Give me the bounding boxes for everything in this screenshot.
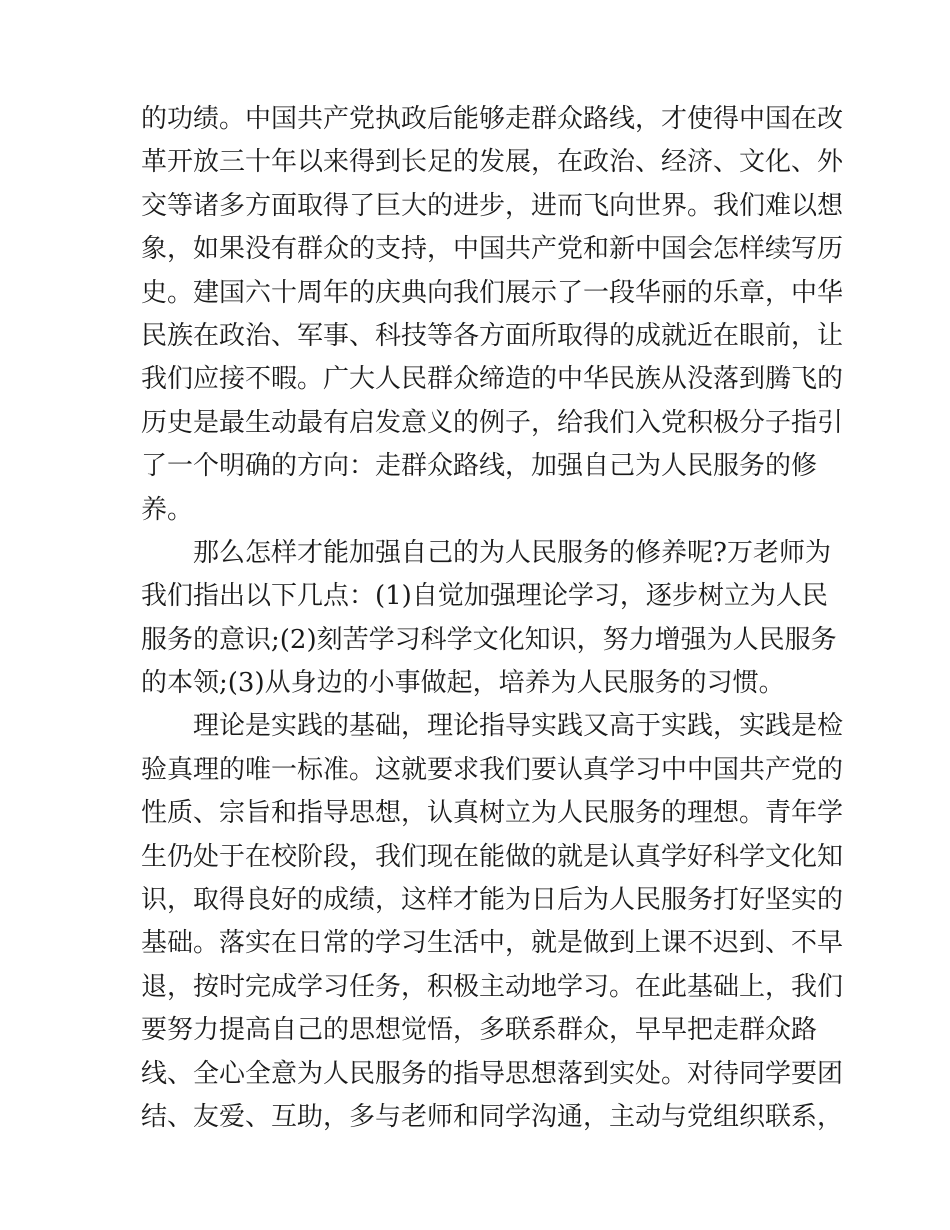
text-line: 的功绩。中国共产党执政后能够走群众路线，才使得中国在改 bbox=[141, 104, 844, 134]
text-line: 服务的意识;(2)刻苦学习科学文化知识，努力增强为人民服务 bbox=[141, 624, 837, 655]
text-line: 了一个明确的方向：走群众路线，加强自己为人民服务的修 bbox=[141, 451, 818, 482]
text-line: 交等诸多方面取得了巨大的进步，进而飞向世界。我们难以想 bbox=[141, 190, 844, 221]
text-line: 基础。落实在日常的学习生活中，就是做到上课不迟到、不早 bbox=[141, 928, 844, 959]
paragraph bbox=[141, 532, 837, 706]
text-line: 生仍处于在校阶段，我们现在能做的就是认真学好科学文化知 bbox=[141, 841, 844, 872]
text-line: 识，取得良好的成绩，这样才能为日后为人民服务打好坚实的 bbox=[141, 885, 844, 916]
text-line: 验真理的唯一标准。这就要求我们要认真学习中中国共产党的 bbox=[141, 754, 844, 785]
text-line: 性质、宗旨和指导思想，认真树立为人民服务的理想。青年学 bbox=[141, 798, 844, 829]
text-line: 养。 bbox=[141, 494, 194, 525]
text-line: 结、友爱、互助，多与老师和同学沟通，主动与党组织联系， bbox=[141, 1101, 844, 1132]
document-body-text bbox=[141, 98, 844, 1139]
text-line: 民族在政治、军事、科技等各方面所取得的成就近在眼前，让 bbox=[141, 320, 844, 351]
text-line: 历史是最生动最有启发意义的例子，给我们入党积极分子指引 bbox=[141, 407, 844, 438]
text-line: 象，如果没有群众的支持，中国共产党和新中国会怎样续写历 bbox=[141, 234, 844, 265]
paragraph bbox=[141, 705, 844, 1139]
text-line: 退，按时完成学习任务，积极主动地学习。在此基础上，我们 bbox=[141, 971, 844, 1002]
text-line: 史。建国六十周年的庆典向我们展示了一段华丽的乐章，中华 bbox=[141, 277, 844, 308]
text-line: 那么怎样才能加强自己的为人民服务的修养呢?万老师为 bbox=[193, 537, 831, 568]
text-line: 我们应接不暇。广大人民群众缔造的中华民族从没落到腾飞的 bbox=[141, 364, 844, 395]
text-line: 我们指出以下几点：(1)自觉加强理论学习，逐步树立为人民 bbox=[141, 581, 828, 612]
text-line: 理论是实践的基础，理论指导实践又高于实践，实践是检 bbox=[193, 711, 844, 742]
text-line: 的本领;(3)从身边的小事做起，培养为人民服务的习惯。 bbox=[141, 668, 785, 699]
paragraph bbox=[141, 98, 844, 532]
text-line: 要努力提高自己的思想觉悟，多联系群众，早早把走群众路 bbox=[141, 1015, 818, 1046]
text-line: 革开放三十年以来得到长足的发展，在政治、经济、文化、外 bbox=[141, 147, 844, 178]
text-line: 线、全心全意为人民服务的指导思想落到实处。对待同学要团 bbox=[141, 1058, 844, 1089]
